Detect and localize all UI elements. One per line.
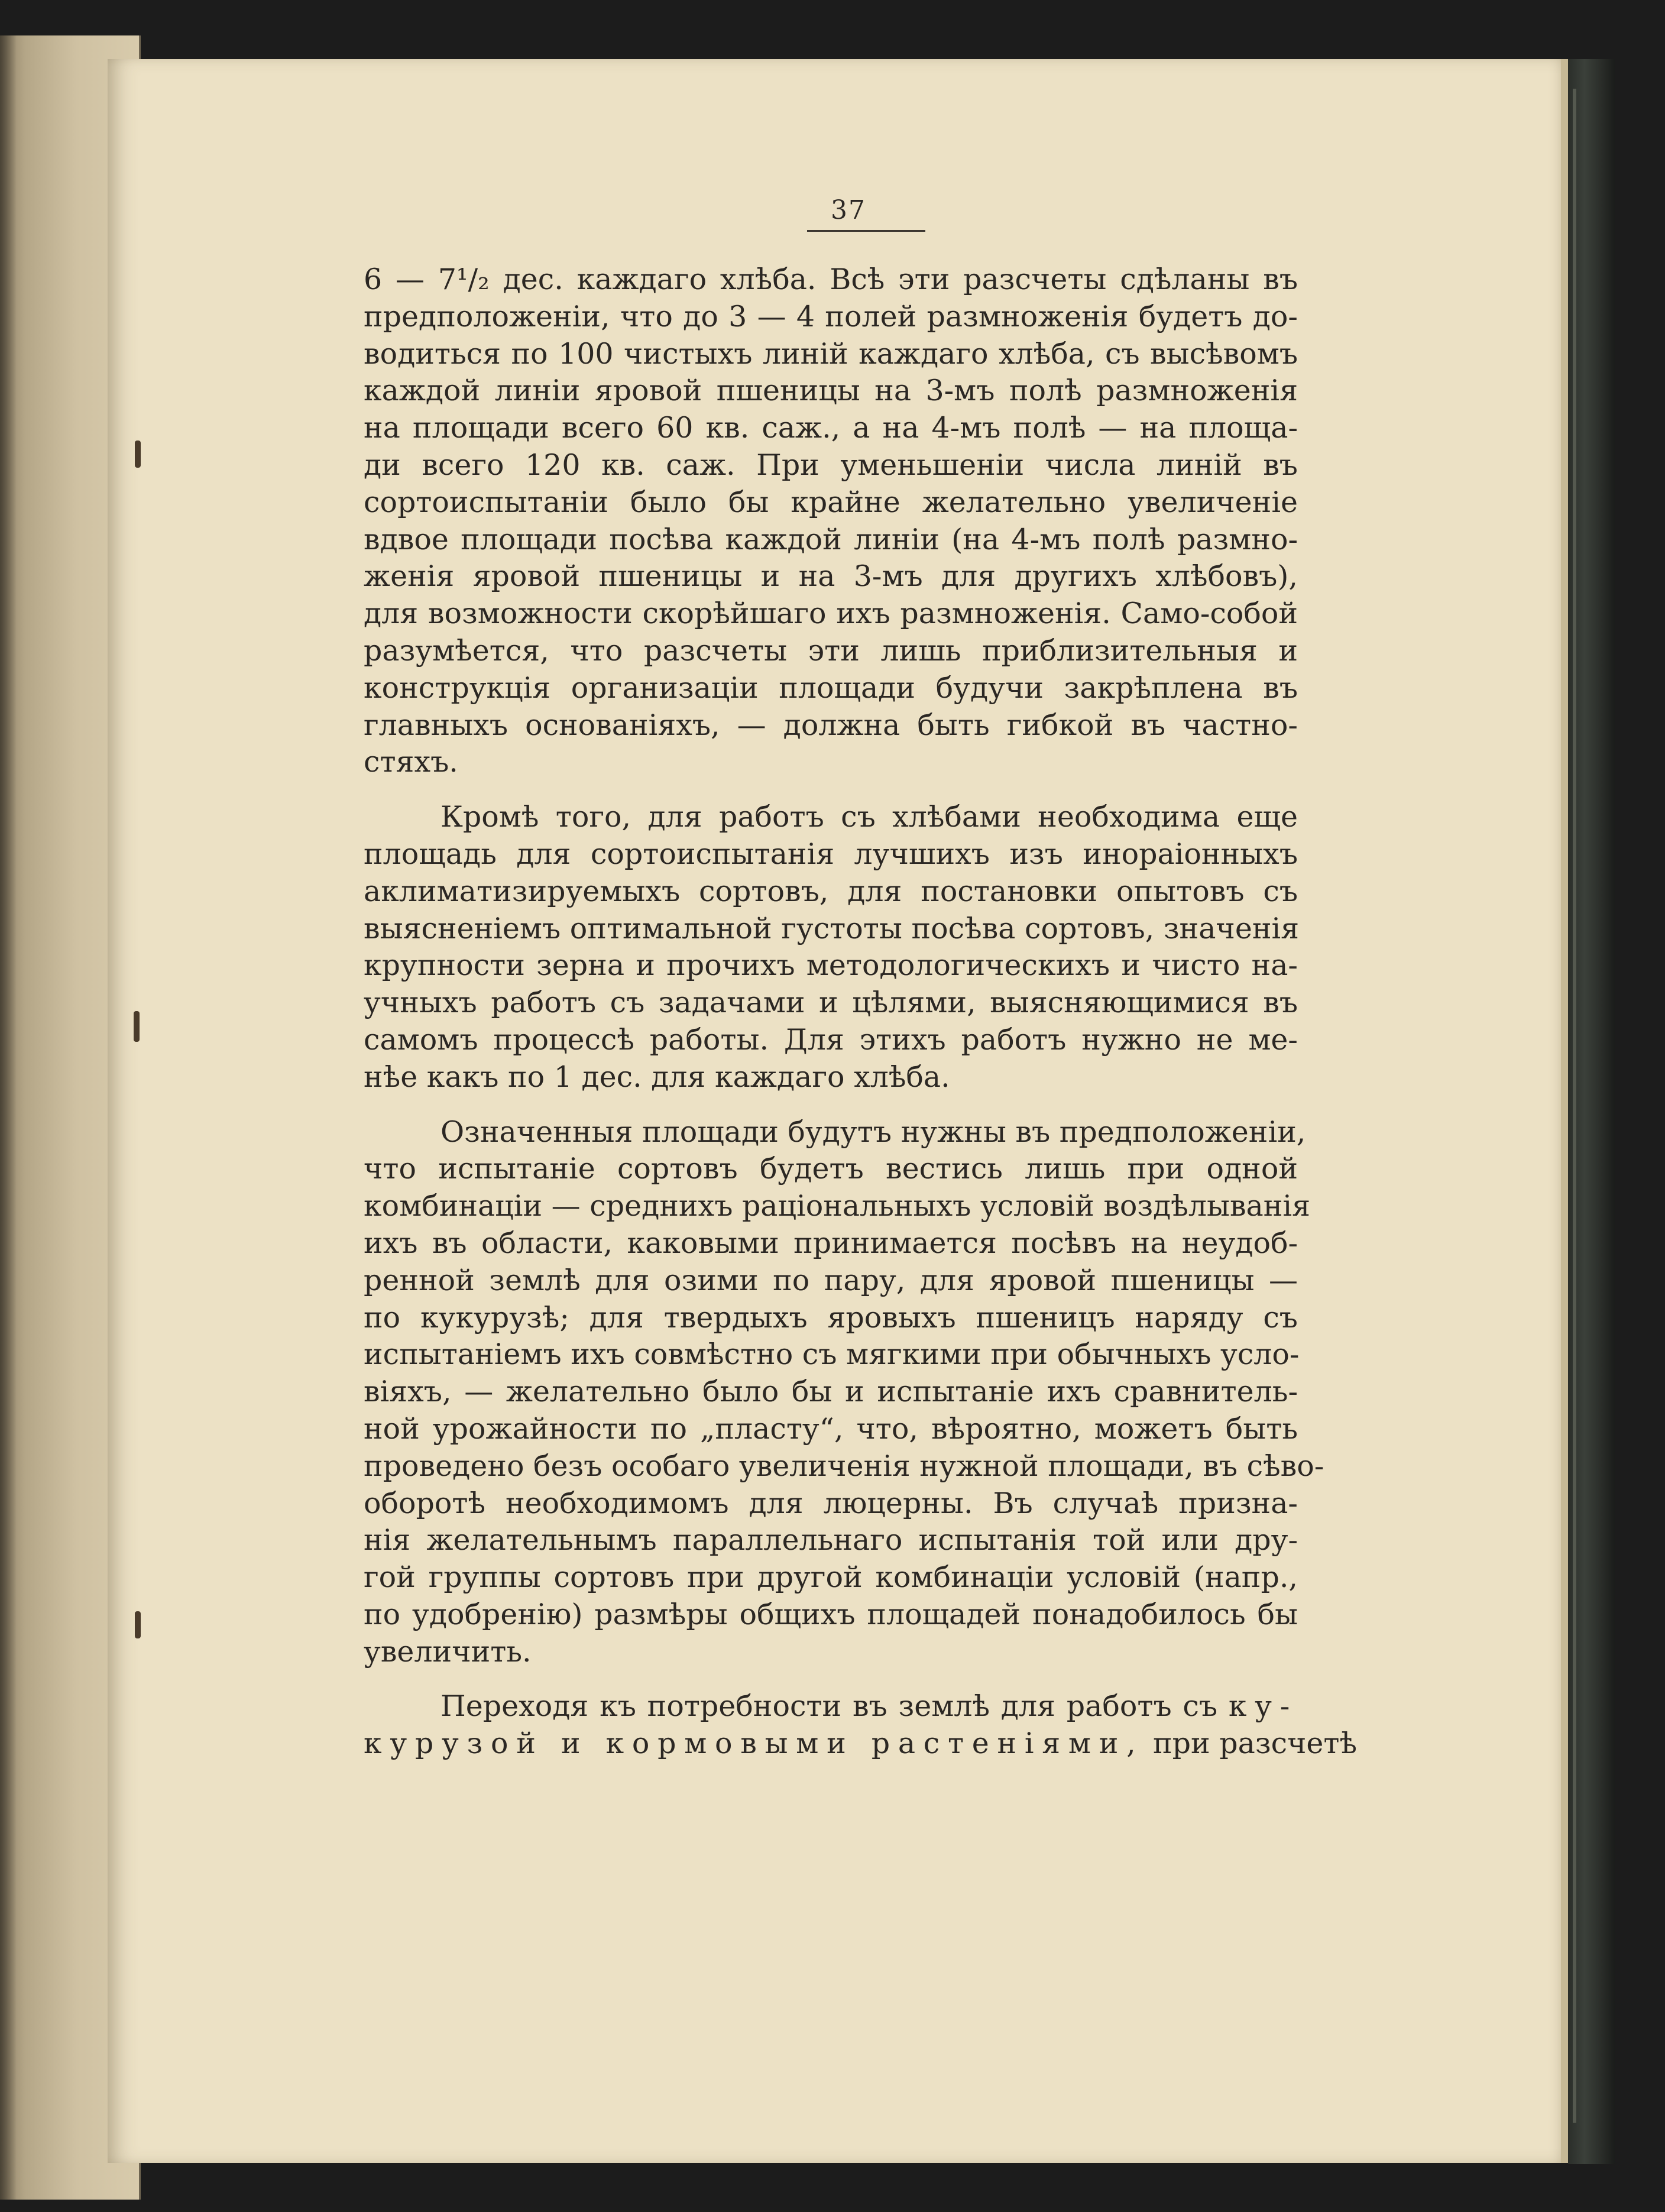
text-line: площадь для сортоиспытанія лучшихъ изъ инораіонныхъ [364,837,1298,871]
paragraph-4 [364,1688,1358,1763]
text-line: по кукурузѣ; для твердыхъ яровыхъ пшеницъ наряду съ [364,1300,1298,1335]
text-segment: при разсчетѣ [1144,1727,1358,1761]
text-line: Означенныя площади будутъ нужны въ предположеніи, [440,1115,1306,1149]
page-content [364,195,1358,1780]
text-line: оборотѣ необходимомъ для люцерны. Въ случаѣ призна- [364,1486,1298,1520]
text-line: самомъ процессѣ работы. Для этихъ работъ нужно не ме- [364,1022,1298,1057]
text-line: предположеніи, что до 3 — 4 полей размноженія будетъ до- [364,299,1298,333]
text-line: аклиматизируемыхъ сортовъ, для постановки опытовъ съ [364,874,1298,908]
page-number: 37 [831,195,866,225]
text-line: ренной землѣ для озими по пару, для яровой пшеницы — [364,1263,1298,1297]
page-number-rule [807,230,925,232]
text-line: на площади всего 60 кв. саж., а на 4-мъ полѣ — на площа- [364,411,1298,445]
text-line [364,1688,1298,1725]
text-line [364,1725,1358,1763]
text-line: увеличить. [364,1634,532,1669]
book-cover-stripe [1573,89,1576,2123]
text-line: нѣе какъ по 1 дес. для каждаго хлѣба. [364,1060,950,1094]
text-line: гой группы сортовъ при другой комбинаціи условій (напр., [364,1560,1298,1595]
text-line: выясненіемъ оптимальной густоты посѣва сортовъ, значенія [364,911,1300,945]
text-line: ихъ въ области, каковыми принимается посѣвъ на неудоб- [364,1226,1298,1260]
text-line: крупности зерна и прочихъ методологическихъ и чисто на- [364,948,1298,983]
paragraph-1 [364,261,1298,781]
binding-thread-mark [135,1611,141,1638]
text-line: женія яровой пшеницы и на 3-мъ для другихъ хлѣбовъ), [364,559,1298,594]
text-line: по удобренію) размѣры общихъ площадей понадобилось бы [364,1597,1298,1631]
text-line: 6 — 7¹/₂ дес. каждаго хлѣба. Всѣ эти разсчеты сдѣланы въ [364,263,1298,296]
text-line: что испытаніе сортовъ будетъ вестись лишь при одной [364,1152,1298,1186]
spaced-text-segment: ку- [1228,1689,1298,1724]
page-right-edge [1561,59,1568,2163]
text-line: каждой линіи яровой пшеницы на 3-мъ полѣ размноженія [364,374,1298,408]
text-line: испытаніемъ ихъ совмѣстно съ мягкими при обычныхъ усло- [364,1337,1300,1372]
text-line: учныхъ работъ съ задачами и цѣлями, выясняющимися въ [364,986,1298,1020]
spaced-text-segment: курузой и кормовыми растеніями, [364,1727,1144,1761]
text-line: главныхъ основаніяхъ, — должна быть гибкой въ частно- [364,708,1298,742]
text-line: водиться по 100 чистыхъ линій каждаго хлѣба, съ высѣвомъ [364,336,1298,371]
text-segment: Переходя къ потребности въ землѣ для работъ съ [440,1689,1229,1724]
text-line: ной урожайности по „пласту“, что, вѣроятно, можетъ быть [364,1411,1298,1446]
text-line: нія желательнымъ параллельнаго испытанія той или дру- [364,1523,1298,1557]
text-line: ди всего 120 кв. саж. При уменьшеніи числа линій въ [364,448,1298,482]
text-line: вдвое площади посѣва каждой линіи (на 4-мъ полѣ размно- [364,522,1298,556]
left-page-shadow [0,35,17,2200]
binding-thread-mark [134,1011,140,1042]
body-text [364,261,1358,1763]
paragraph-2 [364,799,1298,1096]
text-line: комбинаціи — среднихъ раціональныхъ условій воздѣлыванія [364,1189,1311,1223]
text-line: для возможности скорѣйшаго ихъ размноженія. Само-собой [364,597,1298,631]
text-line: разумѣется, что разсчеты эти лишь приблизительныя и [364,633,1298,668]
text-line: Кромѣ того, для работъ съ хлѣбами необходима еще [440,800,1298,834]
text-line: сортоиспытаніи было бы крайне желательно увеличеніе [364,485,1298,519]
text-line: конструкція организаціи площади будучи закрѣплена въ [364,671,1298,705]
text-line: проведено безъ особаго увеличенія нужной площади, въ сѣво- [364,1449,1324,1483]
binding-thread-mark [135,441,141,468]
text-line: стяхъ. [364,745,458,779]
paragraph-3 [364,1114,1324,1671]
text-line: віяхъ, — желательно было бы и испытаніе ихъ сравнитель- [364,1375,1298,1409]
